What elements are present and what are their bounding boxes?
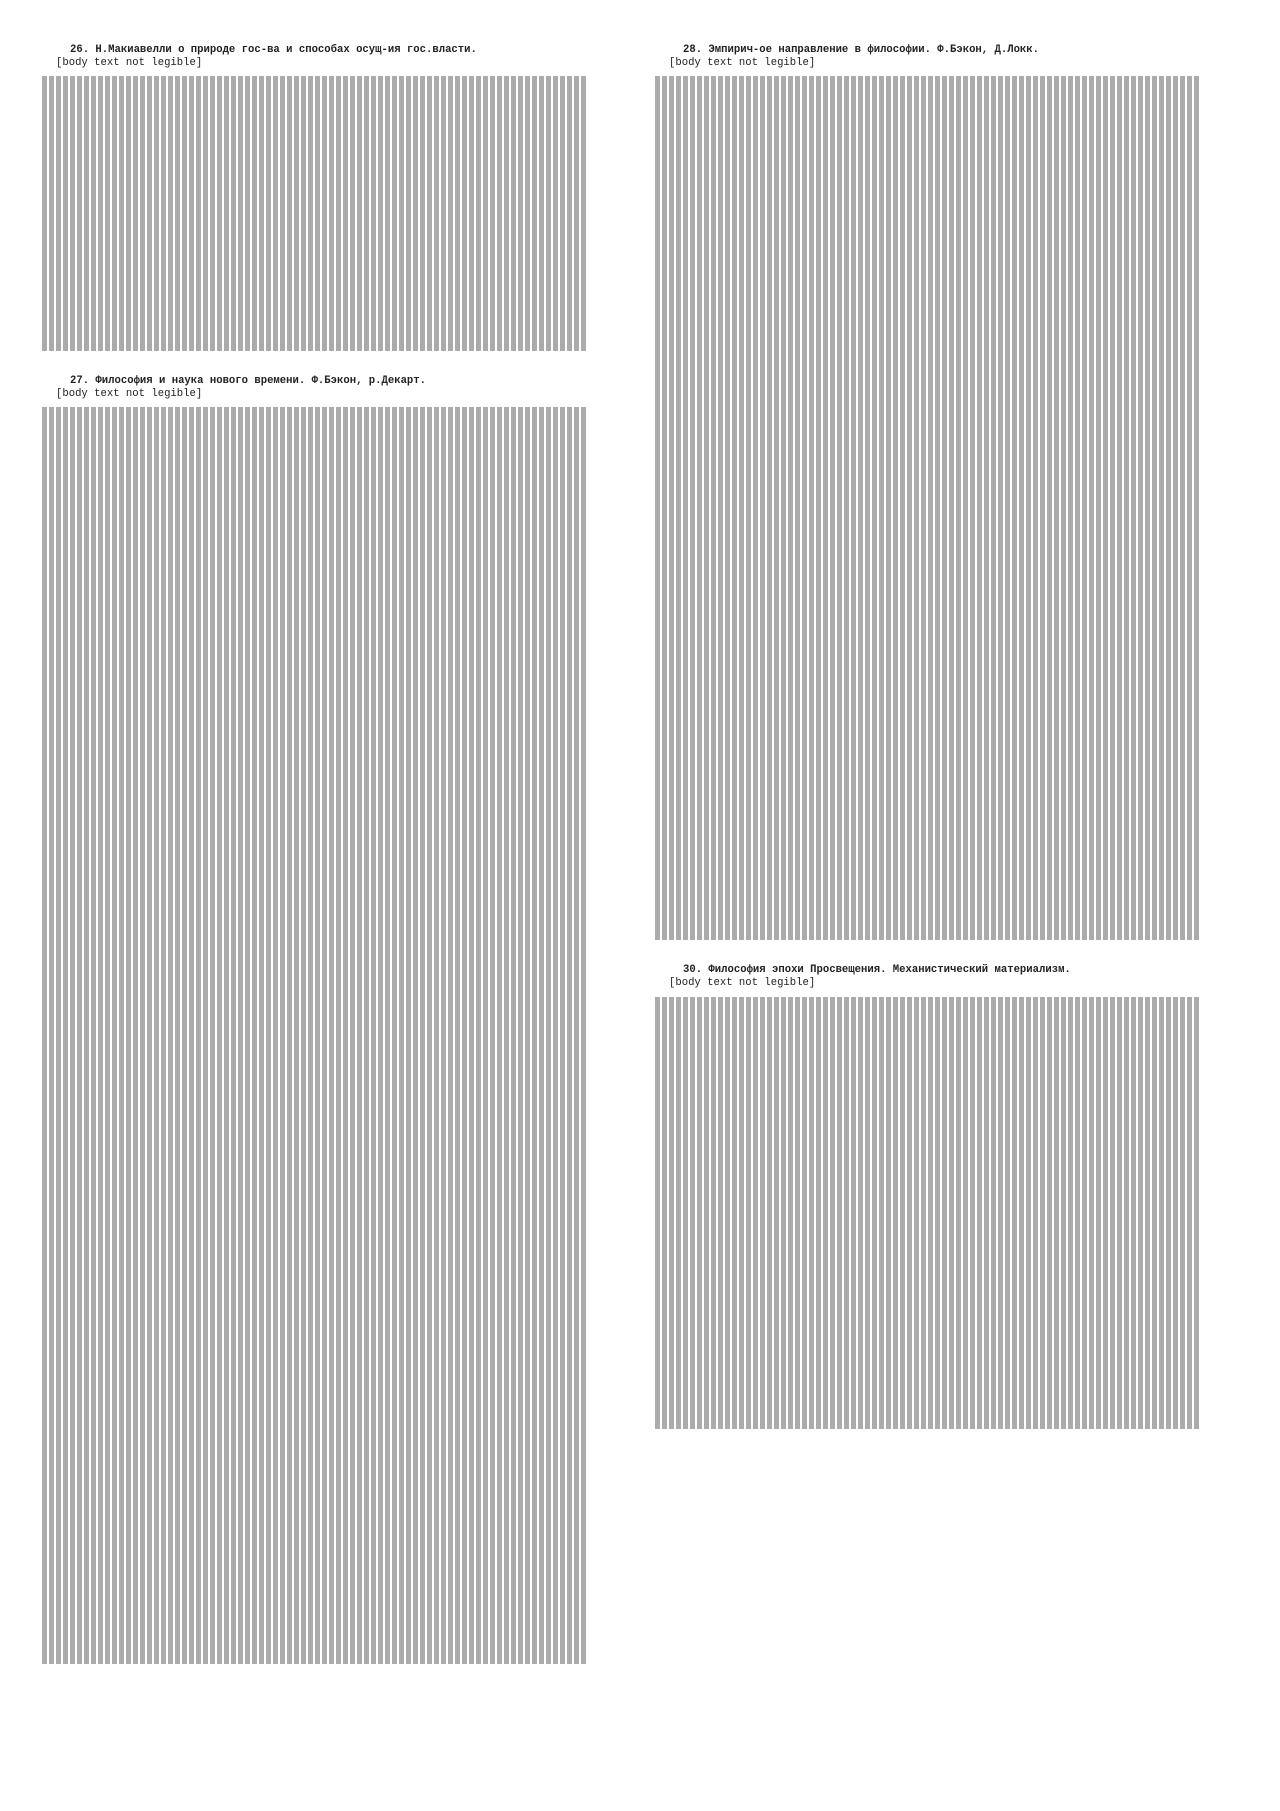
section-26 bbox=[42, 44, 587, 351]
section-27 bbox=[42, 375, 587, 1664]
section-heading: 30. Философия эпохи Просвещения. Механистический материализм. bbox=[683, 964, 1071, 977]
right-column bbox=[655, 44, 1200, 1453]
section-text-block bbox=[42, 76, 587, 351]
section-body: [body text not legible] bbox=[56, 388, 203, 401]
section-body: [body text not legible] bbox=[669, 57, 816, 70]
left-column bbox=[42, 44, 587, 1688]
section-28 bbox=[655, 44, 1200, 940]
section-heading: 26. Н.Макиавелли о природе гос-ва и способах осущ-ия гос.власти. bbox=[70, 44, 477, 56]
section-heading: 27. Философия и наука нового времени. Ф.Бэкон, р.Декарт. bbox=[70, 375, 427, 388]
section-heading: 28. Эмпирич-ое направление в философии. Ф.Бэкон, Д.Локк. bbox=[683, 44, 1040, 56]
section-30 bbox=[655, 964, 1200, 1428]
section-text-block bbox=[655, 76, 1200, 940]
section-text-block bbox=[42, 407, 587, 1664]
section-text-block bbox=[655, 997, 1200, 1429]
section-body: [body text not legible] bbox=[56, 57, 203, 70]
section-body: [body text not legible] bbox=[669, 977, 816, 990]
